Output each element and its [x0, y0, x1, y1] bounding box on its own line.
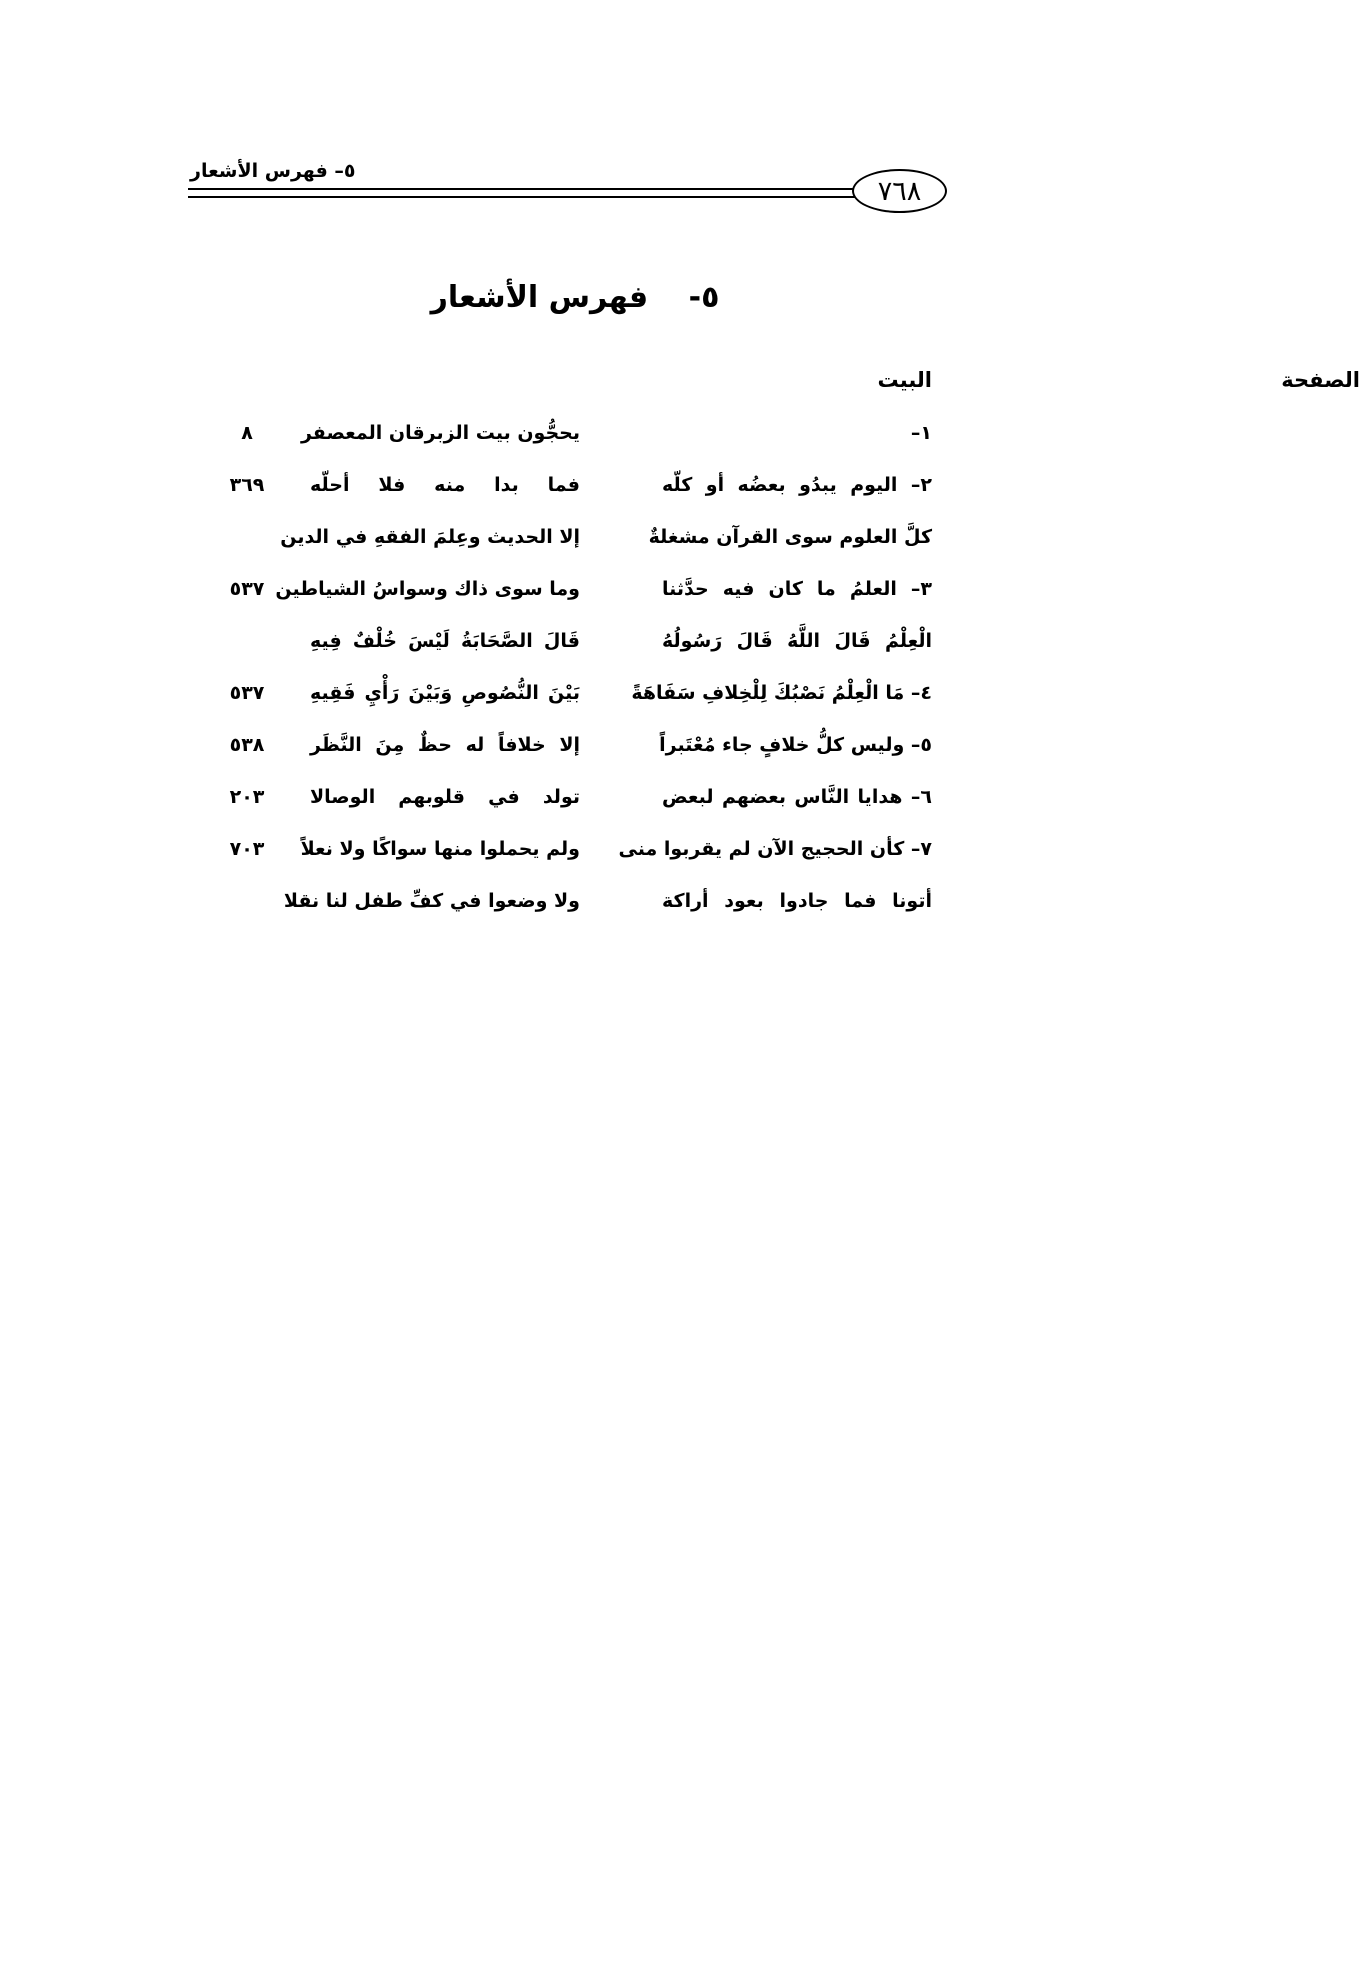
verse-second-hemistich: قَالَ الصَّحَابَةُ لَيْسَ خُلْفٌ فِيهِ	[310, 630, 580, 652]
column-header-verse: البيت	[877, 368, 932, 392]
index-row	[0, 682, 1150, 722]
page-reference: ٨	[241, 422, 253, 444]
index-row	[0, 474, 1150, 514]
section-heading	[0, 280, 1150, 315]
section-title: فهرس الأشعار	[430, 280, 649, 315]
verse-first-hemistich: كلَّ العلوم سوى القرآن مشغلةٌ	[648, 526, 932, 548]
index-row	[0, 890, 1150, 930]
verse-second-hemistich: يحجُّون بيت الزبرقان المعصفر	[300, 422, 580, 444]
verse-first-hemistich: ١–	[910, 422, 932, 444]
page-reference: ٥٣٧	[229, 682, 265, 704]
verse-second-hemistich: بَيْنَ النُّصُوصِ وَبَيْنَ رَأْيِ فَقِيهِ	[310, 682, 580, 704]
running-title: ٥– فهرس الأشعار	[190, 160, 356, 182]
verse-second-hemistich: ولا وضعوا في كفِّ طفل لنا نقلا	[283, 890, 580, 912]
index-row	[0, 838, 1150, 878]
verse-first-hemistich: ٥– وليس كلُّ خلافٍ جاء مُعْتَبراً	[659, 734, 932, 756]
index-row	[0, 734, 1150, 774]
index-row	[0, 422, 1150, 462]
header-rule	[188, 188, 858, 198]
verse-first-hemistich: ٣– العلمُ ما كان فيه حدَّثنا	[662, 578, 932, 600]
page-reference: ٥٣٧	[229, 578, 265, 600]
verse-first-hemistich: ٢– اليوم يبدُو بعضُه أو كلّه	[662, 474, 932, 496]
index-row	[0, 630, 1150, 670]
verse-second-hemistich: ولم يحملوا منها سواكًا ولا نعلاً	[300, 838, 580, 860]
page-reference: ٢٠٣	[229, 786, 265, 808]
verse-second-hemistich: فما بدا منه فلا أحلّه	[310, 474, 580, 496]
column-header-page: الصفحة	[1281, 368, 1360, 392]
verse-first-hemistich: ٦– هدايا النَّاس بعضهم لبعض	[662, 786, 932, 808]
page-reference: ٧٠٣	[229, 838, 265, 860]
verse-second-hemistich: وما سوى ذاك وسواسُ الشياطين	[275, 578, 580, 600]
verse-second-hemistich: تولد في قلوبهم الوصالا	[310, 786, 580, 808]
verse-second-hemistich: إلا الحديث وعِلمَ الفقهِ في الدين	[280, 526, 580, 548]
verse-first-hemistich: أتونا فما جادوا بعود أراكة	[662, 890, 932, 912]
verse-first-hemistich: الْعِلْمُ قَالَ اللَّهُ قَالَ رَسُولُهُ	[662, 630, 932, 652]
verse-first-hemistich: ٤– مَا الْعِلْمُ نَصْبُكَ لِلْخِلافِ سَفَاهَةً	[631, 682, 932, 704]
index-row	[0, 578, 1150, 618]
verse-first-hemistich: ٧– كأن الحجيج الآن لم يقربوا منى	[618, 838, 932, 860]
page-number: ٧٦٨	[852, 169, 947, 213]
section-number: ٥-	[688, 280, 720, 315]
verse-second-hemistich: إلا خلافاً له حظٌ مِنَ النَّظَر	[310, 734, 580, 756]
index-row	[0, 786, 1150, 826]
page-reference: ٥٣٨	[229, 734, 265, 756]
page-reference: ٣٦٩	[229, 474, 265, 496]
index-row	[0, 526, 1150, 566]
